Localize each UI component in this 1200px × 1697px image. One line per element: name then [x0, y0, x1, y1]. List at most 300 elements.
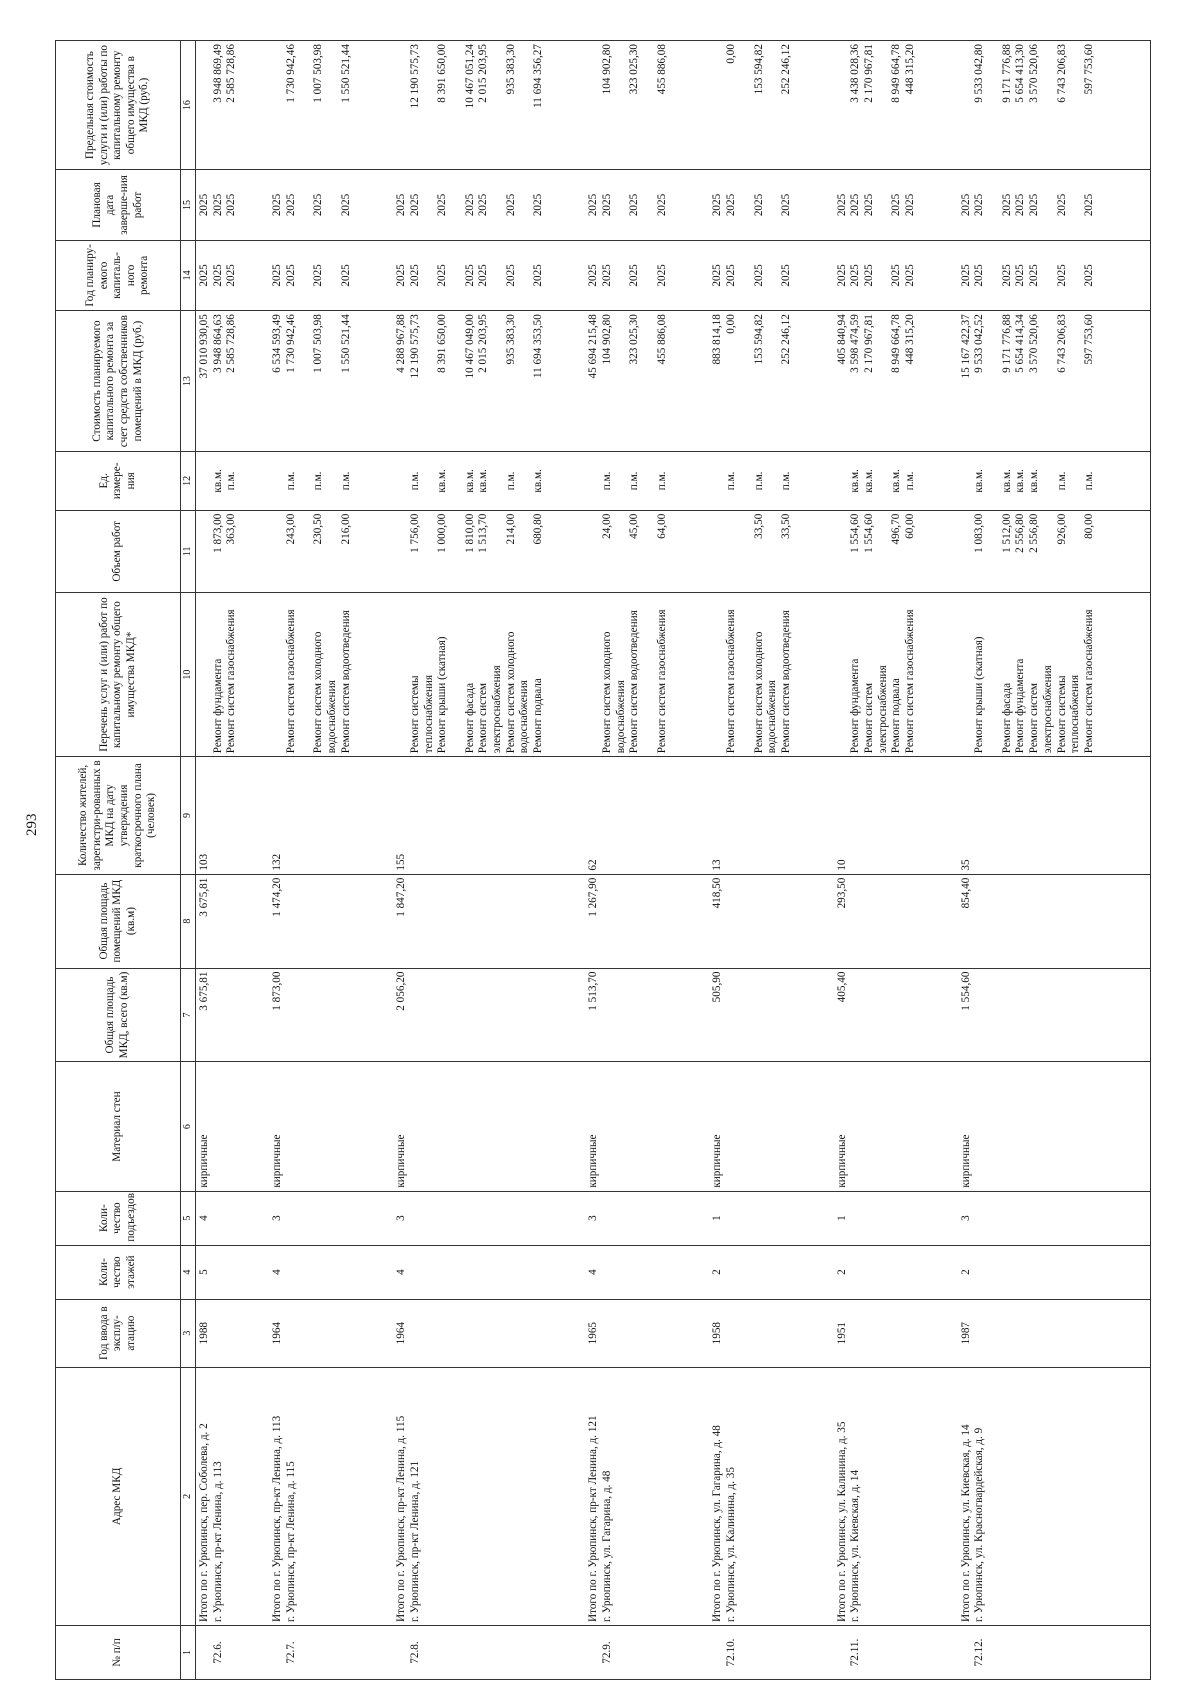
work-year: 2025	[655, 264, 668, 287]
row-number-cell	[585, 1626, 709, 1680]
area-total: 1 554,60	[959, 971, 972, 1011]
work-limit: 8 949 664,78	[890, 44, 903, 103]
address: г. Урюпинск, ул. Калинина, д. 35	[725, 1467, 738, 1622]
row-number: 72.9.	[601, 1641, 614, 1664]
work-date: 2025	[725, 193, 738, 217]
row-number: 72.6.	[211, 1641, 224, 1664]
work-cost: 8 391 650,00	[436, 314, 449, 373]
work-volume: 496,70	[890, 513, 903, 545]
area-premises-cell	[393, 874, 585, 968]
work-cost: 6 743 206,83	[1055, 314, 1068, 373]
work-cost: 3 948 864,63	[211, 314, 224, 373]
row-number: 72.7.	[284, 1641, 297, 1664]
work-name: Ремонт подвала	[532, 678, 545, 754]
work-name: Ремонт систем газоснабжения	[655, 609, 668, 754]
work-name: Ремонт систем холодного водоснабжения	[752, 631, 779, 754]
residents: 13	[711, 859, 724, 871]
work-volume: 64,00	[655, 513, 668, 539]
date-cell	[958, 170, 1151, 240]
entrances: 1	[835, 1215, 848, 1221]
work-date: 2025	[655, 193, 668, 217]
work-volume: 1 554,60	[862, 513, 875, 553]
work-cost: 1 007 503,98	[312, 314, 325, 373]
date-cell	[196, 170, 270, 240]
work-cost: 1 730 942,46	[284, 314, 297, 373]
header-cell: Объем работ	[56, 510, 181, 592]
header-row	[56, 41, 181, 1680]
work-unit: кв.м.	[477, 469, 490, 493]
work-name: Ремонт систем холодного водоснабжения	[504, 631, 531, 754]
work-year: 2025	[628, 264, 641, 287]
volume-cell	[834, 510, 958, 592]
work-name: Ремонт систем газоснабжения	[225, 609, 238, 754]
cost-cell	[834, 311, 958, 452]
volume-cell	[585, 510, 709, 592]
work-limit: 3 438 028,36	[849, 44, 862, 103]
work-unit: п.м.	[408, 471, 421, 491]
area-premises: 1 267,90	[587, 877, 600, 917]
area-premises-cell	[834, 874, 958, 968]
work-unit: п.м.	[225, 471, 238, 491]
year-cell	[709, 240, 833, 310]
wall-material-cell	[269, 1062, 393, 1191]
year-built-cell	[196, 1299, 270, 1367]
work-volume: 230,50	[312, 513, 325, 545]
floors-cell	[196, 1245, 270, 1299]
floors: 2	[959, 1269, 972, 1275]
total-cost: 883 814,18	[711, 314, 724, 365]
year-built: 1964	[271, 1321, 284, 1345]
work-limit: 9 533 042,80	[973, 44, 986, 103]
address-cell	[585, 1367, 709, 1625]
work-limit: 455 886,08	[655, 44, 668, 95]
header-cell: Год планиру-емого капиталь-ного ремонта	[56, 240, 181, 310]
residents: 35	[959, 859, 972, 871]
work-cost: 12 190 575,73	[408, 314, 421, 379]
work-cost: 252 246,12	[779, 314, 792, 365]
work-limit: 2 585 728,86	[225, 44, 238, 103]
work-cost: 9 171 776,88	[1000, 314, 1013, 373]
work-year: 2025	[284, 264, 297, 287]
total-label: Итого по г. Урюпинск, пр-кт Ленина, д. 121	[587, 1415, 600, 1622]
address-cell	[269, 1367, 393, 1625]
work-date: 2025	[752, 193, 765, 217]
floors-cell	[958, 1245, 1151, 1299]
work-unit: кв.м.	[973, 469, 986, 493]
address: г. Урюпинск, пр-кт Ленина, д. 113	[211, 1461, 224, 1622]
work-year: 2025	[779, 264, 792, 287]
work-volume: 1 873,00	[211, 513, 224, 553]
work-limit: 597 753,60	[1082, 44, 1095, 95]
unit-cell	[958, 452, 1151, 511]
group-row	[269, 41, 393, 1680]
work-cost: 2 170 967,81	[862, 314, 875, 373]
work-date: 2025	[904, 193, 917, 217]
total-date: 2025	[959, 193, 972, 217]
unit-cell	[269, 452, 393, 511]
total-label: Итого по г. Урюпинск, пр-кт Ленина, д. 113	[271, 1415, 284, 1622]
work-date: 2025	[532, 193, 545, 217]
work-name: Ремонт систем электроснабжения	[862, 665, 889, 754]
header-cell: Стоимость планируемого капитального ремонта за счет средств собственников помещений в МКД (руб.)	[56, 311, 181, 452]
residents-cell	[709, 757, 833, 874]
area-premises: 418,50	[711, 877, 724, 909]
work-year: 2025	[339, 264, 352, 287]
total-date: 2025	[271, 193, 284, 217]
area-premises: 1 847,20	[395, 877, 408, 917]
work-year: 2025	[862, 264, 875, 287]
year-cell	[269, 240, 393, 310]
work-date: 2025	[225, 193, 238, 217]
year-built: 1965	[587, 1321, 600, 1345]
limit-cell	[393, 41, 585, 170]
work-unit: кв.м.	[463, 469, 476, 493]
header-cell: № п/п	[56, 1626, 181, 1680]
row-number-cell	[269, 1626, 393, 1680]
work-unit: п.м.	[339, 471, 352, 491]
area-total: 1 873,00	[271, 971, 284, 1011]
address: г. Урюпинск, пр-кт Ленина, д. 115	[284, 1461, 297, 1622]
group-row	[196, 41, 270, 1680]
entrances-cell	[196, 1191, 270, 1245]
residents-cell	[585, 757, 709, 874]
year-built-cell	[958, 1299, 1151, 1367]
work-limit: 448 315,20	[904, 44, 917, 95]
work-cost: 597 753,60	[1082, 314, 1095, 365]
header-cell: Ед. измере-ния	[56, 452, 181, 511]
group-row	[958, 41, 1151, 1680]
wall-material-cell	[393, 1062, 585, 1191]
area-premises-cell	[585, 874, 709, 968]
work-unit: п.м.	[628, 471, 641, 491]
area-total-cell	[393, 968, 585, 1062]
work-name: Ремонт фасада	[1000, 682, 1013, 754]
floors: 4	[395, 1269, 408, 1275]
header-cell: Коли-чество этажей	[56, 1245, 181, 1299]
work-date: 2025	[779, 193, 792, 217]
work-cost: 935 383,30	[504, 314, 517, 365]
work-unit: п.м.	[779, 471, 792, 491]
residents-cell	[958, 757, 1151, 874]
residents: 62	[587, 859, 600, 871]
wall-material-cell	[958, 1062, 1151, 1191]
area-total: 1 513,70	[587, 971, 600, 1011]
row-number: 72.10.	[725, 1638, 738, 1667]
work-unit: кв.м.	[890, 469, 903, 493]
wall-material-cell	[709, 1062, 833, 1191]
group-row	[709, 41, 833, 1680]
header-cell: Количество жителей, зарегистри-рованных в МКД на дату утверждения краткосрочного плана (человек)	[56, 757, 181, 874]
work-date: 2025	[1014, 193, 1027, 217]
work-year: 2025	[1014, 264, 1027, 287]
area-total: 3 675,81	[198, 971, 210, 1011]
wall-material-cell	[196, 1062, 270, 1191]
area-total: 405,40	[835, 971, 848, 1003]
works-cell	[585, 592, 709, 756]
work-volume: 1 554,60	[849, 513, 862, 553]
year-cell	[196, 240, 270, 310]
work-limit: 935 383,30	[504, 44, 517, 95]
work-year: 2025	[436, 264, 449, 287]
column-number: 1	[181, 1626, 196, 1680]
entrances: 4	[198, 1215, 210, 1221]
work-unit: п.м.	[504, 471, 517, 491]
entrances: 3	[395, 1215, 408, 1221]
year-built: 1964	[395, 1321, 408, 1345]
work-cost: 3 598 474,59	[849, 314, 862, 373]
work-name: Ремонт систем водоотведения	[779, 610, 792, 754]
unit-cell	[709, 452, 833, 511]
work-name: Ремонт системы теплоснабжения	[408, 674, 435, 754]
floors: 4	[271, 1269, 284, 1275]
floors-cell	[834, 1245, 958, 1299]
work-unit: п.м.	[725, 471, 738, 491]
date-cell	[269, 170, 393, 240]
address: г. Урюпинск, ул. Киевская, д. 14	[849, 1469, 862, 1622]
work-limit: 6 743 206,83	[1055, 44, 1068, 103]
work-volume: 1 083,00	[973, 513, 986, 553]
work-year: 2025	[849, 264, 862, 287]
work-date: 2025	[339, 193, 352, 217]
cost-cell	[709, 311, 833, 452]
work-limit: 252 246,12	[779, 44, 792, 95]
header-cell: Предельная стоимость услуги и (или) работы по капитальному ремонту общего имущества в МКД (руб.)	[56, 41, 181, 170]
work-date: 2025	[1000, 193, 1013, 217]
work-date: 2025	[504, 193, 517, 217]
address: г. Урюпинск, ул. Гагарина, д. 48	[601, 1470, 614, 1622]
total-year: 2025	[198, 264, 210, 287]
total-label: Итого по г. Урюпинск, ул. Гагарина, д. 48	[711, 1425, 724, 1622]
area-premises-cell	[709, 874, 833, 968]
unit-cell	[834, 452, 958, 511]
area-premises-cell	[958, 874, 1151, 968]
residents-cell	[196, 757, 270, 874]
header-cell: Коли-чество подъездов	[56, 1191, 181, 1245]
wall-material: кирпичные	[395, 1134, 408, 1188]
area-total-cell	[958, 968, 1151, 1062]
limit-cell	[196, 41, 270, 170]
work-volume: 926,00	[1055, 513, 1068, 545]
group-row	[585, 41, 709, 1680]
wall-material: кирпичные	[198, 1134, 210, 1188]
date-cell	[709, 170, 833, 240]
address-cell	[393, 1367, 585, 1625]
work-unit: кв.м.	[1028, 469, 1041, 493]
cost-cell	[393, 311, 585, 452]
date-cell	[834, 170, 958, 240]
work-limit: 0,00	[725, 44, 738, 64]
area-total: 2 056,20	[395, 971, 408, 1011]
work-year: 2025	[504, 264, 517, 287]
work-name: Ремонт систем холодного водоснабжения	[601, 631, 627, 754]
entrances: 3	[587, 1215, 600, 1221]
column-number: 10	[181, 592, 196, 756]
year-cell	[585, 240, 709, 310]
column-number: 3	[181, 1299, 196, 1367]
work-date: 2025	[211, 193, 224, 217]
floors-cell	[393, 1245, 585, 1299]
row-number-cell	[196, 1626, 270, 1680]
entrances-cell	[269, 1191, 393, 1245]
work-limit: 8 391 650,00	[436, 44, 449, 103]
area-total-cell	[834, 968, 958, 1062]
work-date: 2025	[849, 193, 862, 217]
work-limit: 2 170 967,81	[862, 44, 875, 103]
floors-cell	[269, 1245, 393, 1299]
area-premises: 293,50	[835, 877, 848, 909]
work-volume: 80,00	[1082, 513, 1095, 539]
column-number: 5	[181, 1191, 196, 1245]
residents: 10	[835, 859, 848, 871]
entrances-cell	[585, 1191, 709, 1245]
work-cost: 5 654 414,34	[1014, 314, 1027, 373]
work-date: 2025	[973, 193, 986, 217]
floors: 5	[198, 1269, 210, 1275]
work-name: Ремонт фундамента	[1014, 658, 1027, 754]
total-cost: 4 288 967,88	[395, 314, 408, 373]
work-unit: п.м.	[601, 471, 614, 491]
total-year: 2025	[587, 264, 600, 287]
works-cell	[393, 592, 585, 756]
work-limit: 153 594,82	[752, 44, 765, 95]
work-date: 2025	[463, 193, 476, 217]
work-unit: кв.м.	[1000, 469, 1013, 493]
unit-cell	[393, 452, 585, 511]
total-date: 2025	[198, 193, 210, 217]
work-name: Ремонт подвала	[890, 678, 903, 754]
work-year: 2025	[890, 264, 903, 287]
entrances-cell	[709, 1191, 833, 1245]
work-volume: 33,50	[752, 513, 765, 539]
column-number-row	[181, 41, 196, 1680]
area-total-cell	[585, 968, 709, 1062]
volume-cell	[709, 510, 833, 592]
entrances: 1	[711, 1215, 724, 1221]
header-cell: Перечень услуг и (или) работ по капитальному ремонту общего имущества МКД*	[56, 592, 181, 756]
work-year: 2025	[312, 264, 325, 287]
row-number: 72.8.	[408, 1641, 421, 1664]
work-date: 2025	[436, 193, 449, 217]
address-cell	[834, 1367, 958, 1625]
work-name: Ремонт систем газоснабжения	[1082, 609, 1095, 754]
work-name: Ремонт крыши (скатная)	[436, 636, 449, 754]
group-row	[393, 41, 585, 1680]
work-volume: 24,00	[601, 513, 614, 539]
row-number-cell	[834, 1626, 958, 1680]
works-cell	[958, 592, 1151, 756]
total-year: 2025	[959, 264, 972, 287]
total-cost: 37 010 930,05	[198, 314, 210, 379]
volume-cell	[958, 510, 1151, 592]
work-name: Ремонт системы теплоснабжения	[1055, 674, 1082, 754]
total-year: 2025	[395, 264, 408, 287]
area-premises: 3 675,81	[198, 877, 210, 917]
work-year: 2025	[1055, 264, 1068, 287]
work-volume: 60,00	[904, 513, 917, 539]
work-unit: кв.м.	[849, 469, 862, 493]
residents-cell	[269, 757, 393, 874]
column-number: 6	[181, 1062, 196, 1191]
date-cell	[585, 170, 709, 240]
area-premises: 1 474,20	[271, 877, 284, 917]
page-number: 293	[24, 813, 40, 836]
residents: 155	[395, 853, 408, 871]
work-unit: п.м.	[284, 471, 297, 491]
year-built: 1987	[959, 1321, 972, 1345]
total-cost: 45 694 215,48	[587, 314, 600, 379]
work-date: 2025	[890, 193, 903, 217]
total-label: Итого по г. Урюпинск, пер. Соболева, д. 2	[198, 1423, 210, 1622]
work-name: Ремонт систем электроснабжения	[477, 665, 504, 754]
works-cell	[709, 592, 833, 756]
work-limit: 3 948 869,49	[211, 44, 224, 103]
work-volume: 33,50	[779, 513, 792, 539]
floors-cell	[709, 1245, 833, 1299]
work-year: 2025	[904, 264, 917, 287]
work-limit: 12 190 575,73	[408, 44, 421, 109]
work-year: 2025	[752, 264, 765, 287]
header-cell: Общая площадь помещений МКД (кв.м)	[56, 874, 181, 968]
work-unit: кв.м.	[436, 469, 449, 493]
date-cell	[393, 170, 585, 240]
floors: 4	[587, 1269, 600, 1275]
year-built: 1958	[711, 1321, 724, 1345]
work-name: Ремонт систем газоснабжения	[725, 609, 738, 754]
work-volume: 1 512,00	[1000, 513, 1013, 553]
work-unit: кв.м.	[211, 469, 224, 493]
year-built-cell	[709, 1299, 833, 1367]
header-cell: Год ввода в эксплу-атацию	[56, 1299, 181, 1367]
total-date: 2025	[835, 193, 848, 217]
total-cost: 405 840,94	[835, 314, 848, 365]
column-number: 2	[181, 1367, 196, 1625]
total-cost: 6 534 593,49	[271, 314, 284, 373]
work-date: 2025	[312, 193, 325, 217]
column-number: 8	[181, 874, 196, 968]
total-date: 2025	[587, 193, 600, 217]
residents-cell	[834, 757, 958, 874]
column-number: 11	[181, 510, 196, 592]
limit-cell	[585, 41, 709, 170]
header-cell: Адрес МКД	[56, 1367, 181, 1625]
work-name: Ремонт систем холодного водоснабжения	[312, 631, 338, 754]
work-volume: 1 513,70	[477, 513, 490, 553]
work-date: 2025	[1055, 193, 1068, 217]
work-year: 2025	[225, 264, 238, 287]
volume-cell	[269, 510, 393, 592]
wall-material: кирпичные	[271, 1134, 284, 1188]
work-limit: 323 025,30	[628, 44, 641, 95]
work-volume: 363,00	[225, 513, 238, 545]
header-cell: Материал стен	[56, 1062, 181, 1191]
total-cost: 15 167 422,37	[959, 314, 972, 379]
work-volume: 2 556,80	[1028, 513, 1041, 553]
total-label: Итого по г. Урюпинск, ул. Киевская, д. 14	[959, 1424, 972, 1622]
work-cost: 9 533 042,52	[973, 314, 986, 373]
works-cell	[834, 592, 958, 756]
work-year: 2025	[973, 264, 986, 287]
year-built-cell	[585, 1299, 709, 1367]
group-row	[834, 41, 958, 1680]
residents: 103	[198, 853, 210, 871]
cost-cell	[269, 311, 393, 452]
floors: 2	[835, 1269, 848, 1275]
area-premises-cell	[196, 874, 270, 968]
unit-cell	[196, 452, 270, 511]
column-number: 13	[181, 311, 196, 452]
work-year: 2025	[477, 264, 490, 287]
work-volume: 1 756,00	[408, 513, 421, 553]
